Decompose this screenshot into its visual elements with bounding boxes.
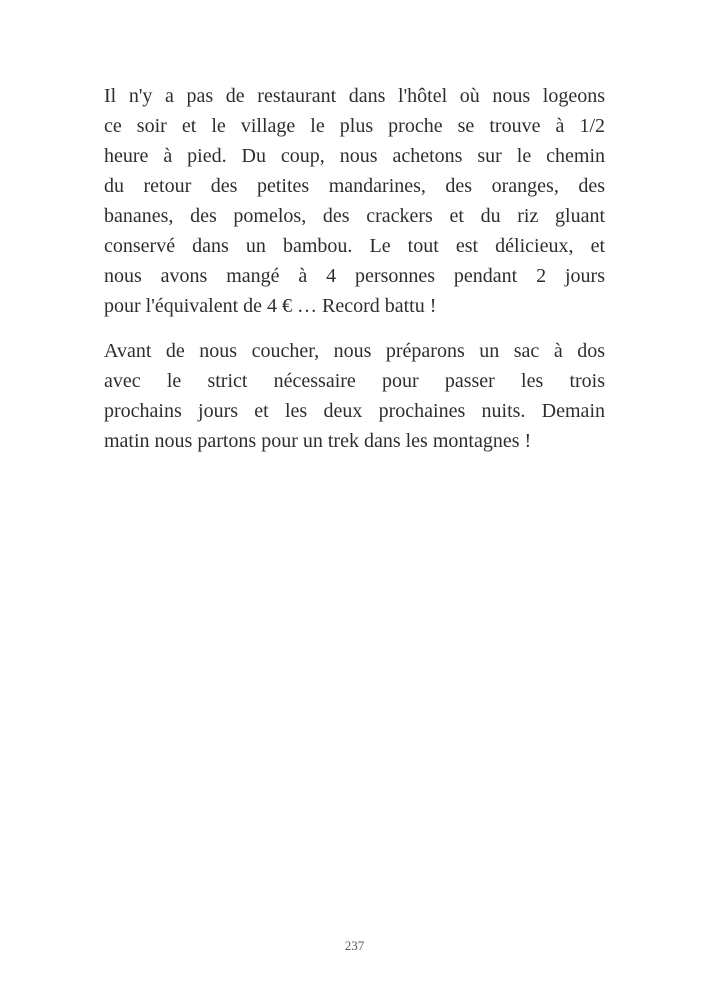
text-line: bananes, des pomelos, des crackers et du riz gluant bbox=[104, 205, 605, 227]
text-line: ce soir et le village le plus proche se trouve à 1/2 bbox=[104, 115, 605, 137]
text-line: heure à pied. Du coup, nous achetons sur le chemin bbox=[104, 145, 605, 167]
text-line: Avant de nous coucher, nous préparons un sac à dos bbox=[104, 340, 605, 362]
text-line: conservé dans un bambou. Le tout est délicieux, et bbox=[104, 235, 605, 257]
text-line: pour l'équivalent de 4 € … Record battu ! bbox=[104, 295, 437, 317]
text-line: avec le strict nécessaire pour passer les trois bbox=[104, 370, 605, 392]
page-number: 237 bbox=[344, 938, 365, 953]
text-line: prochains jours et les deux prochaines nuits. Demain bbox=[104, 400, 605, 422]
text-block bbox=[104, 81, 605, 471]
paragraph bbox=[104, 81, 605, 321]
text-line: matin nous partons pour un trek dans les montagnes ! bbox=[104, 430, 532, 452]
text-line: du retour des petites mandarines, des oranges, des bbox=[104, 175, 605, 197]
paragraph bbox=[104, 336, 605, 456]
text-line: Il n'y a pas de restaurant dans l'hôtel où nous logeons bbox=[104, 85, 605, 107]
text-line: nous avons mangé à 4 personnes pendant 2 jours bbox=[104, 265, 605, 287]
